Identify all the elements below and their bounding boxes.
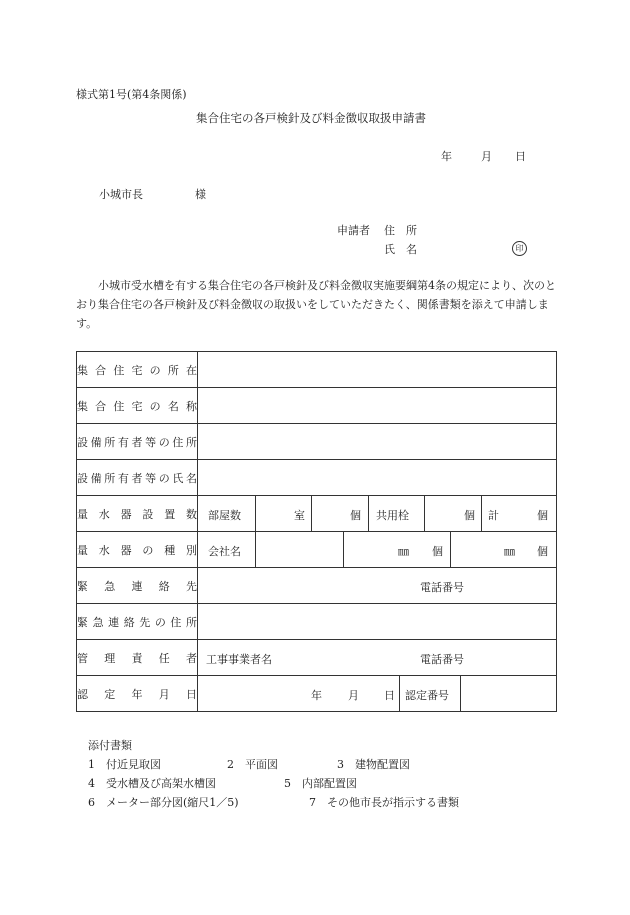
page-title: 集合住宅の各戸検針及び料金徴収取扱申請書 [196, 111, 426, 125]
building-name-field[interactable] [198, 388, 557, 424]
meter-size-count-unit-1: 個 [432, 545, 443, 558]
seal-mark: 印 [512, 241, 527, 256]
applicant-label: 申請者 [337, 224, 370, 237]
date-day-label: 日 [515, 150, 526, 163]
application-statement: 小城市受水槽を有する集合住宅の各戸検針及び料金徴収実施要綱第4条の規定により、次のとおり集合住宅の各戸検針及び料金徴収の取扱いをしていただきたく、関係書類を添えて申請します。 [76, 279, 556, 330]
row-owner-name [77, 460, 557, 496]
attachments-heading: 添付書類 [88, 739, 132, 752]
rooms-label: 部屋数 [208, 509, 241, 522]
row-manager [77, 640, 557, 676]
meter-size-mm-1: ㎜ [398, 545, 409, 558]
emergency-contact-label: 緊急連絡先 [77, 579, 197, 593]
company-label: 会社名 [208, 545, 241, 558]
meter-count-label: 量水器設置数 [77, 507, 197, 521]
approval-month-label: 月 [348, 689, 359, 702]
addressee-honorific: 様 [195, 188, 206, 201]
form-number: 様式第1号(第4条関係) [76, 88, 187, 101]
total-count-unit: 個 [537, 509, 548, 522]
contractor-label: 工事事業者名 [206, 653, 272, 666]
row-meter-type [77, 532, 557, 568]
attachment-item: 6 メーター部分図(縮尺1／5) [88, 796, 239, 809]
emergency-address-label: 緊急連絡先の住所 [77, 615, 197, 629]
rooms-count-unit: 個 [350, 509, 361, 522]
shared-tap-label: 共用栓 [376, 509, 409, 522]
attachment-item: 5 内部配置図 [284, 777, 357, 790]
row-building-name [77, 388, 557, 424]
building-name-label: 集合住宅の名称 [77, 399, 197, 413]
applicant-address-label: 住 所 [384, 224, 417, 237]
row-owner-address [77, 424, 557, 460]
emergency-phone-label: 電話番号 [420, 581, 464, 594]
applicant-name-label: 氏 名 [384, 243, 417, 256]
manager-phone-label: 電話番号 [420, 653, 464, 666]
meter-type-label: 量水器の種別 [77, 543, 197, 557]
owner-name-label: 設備所有者等の氏名 [77, 471, 197, 485]
row-emergency-address [77, 604, 557, 640]
approval-year-label: 年 [311, 689, 322, 702]
approval-number-label: 認定番号 [405, 689, 449, 702]
row-emergency-contact [77, 568, 557, 604]
approval-day-label: 日 [384, 689, 395, 702]
manager-label: 管理責任者 [77, 651, 197, 665]
date-month-label: 月 [481, 150, 492, 163]
addressee-name: 小城市長 [99, 188, 143, 201]
total-label: 計 [488, 509, 499, 522]
location-field[interactable] [198, 352, 557, 388]
room-unit: 室 [294, 509, 305, 522]
attachment-item: 4 受水槽及び高架水槽図 [88, 777, 216, 790]
row-location [77, 352, 557, 388]
approval-date-label: 認定年月日 [77, 687, 197, 701]
owner-address-label: 設備所有者等の住所 [77, 435, 197, 449]
owner-name-field[interactable] [198, 460, 557, 496]
owner-address-field[interactable] [198, 424, 557, 460]
meter-size-mm-2: ㎜ [504, 545, 515, 558]
location-label: 集合住宅の所在 [77, 363, 197, 377]
attachment-item: 3 建物配置図 [337, 758, 410, 771]
meter-size-count-unit-2: 個 [537, 545, 548, 558]
date-year-label: 年 [441, 150, 452, 163]
shared-tap-count-unit: 個 [464, 509, 475, 522]
row-meter-count [77, 496, 557, 532]
attachment-item: 7 その他市長が指示する書類 [309, 796, 459, 809]
row-approval-date [77, 676, 557, 712]
emergency-address-field[interactable] [198, 604, 557, 640]
application-table [76, 351, 557, 712]
attachment-item: 2 平面図 [227, 758, 278, 771]
attachment-item: 1 付近見取図 [88, 758, 161, 771]
